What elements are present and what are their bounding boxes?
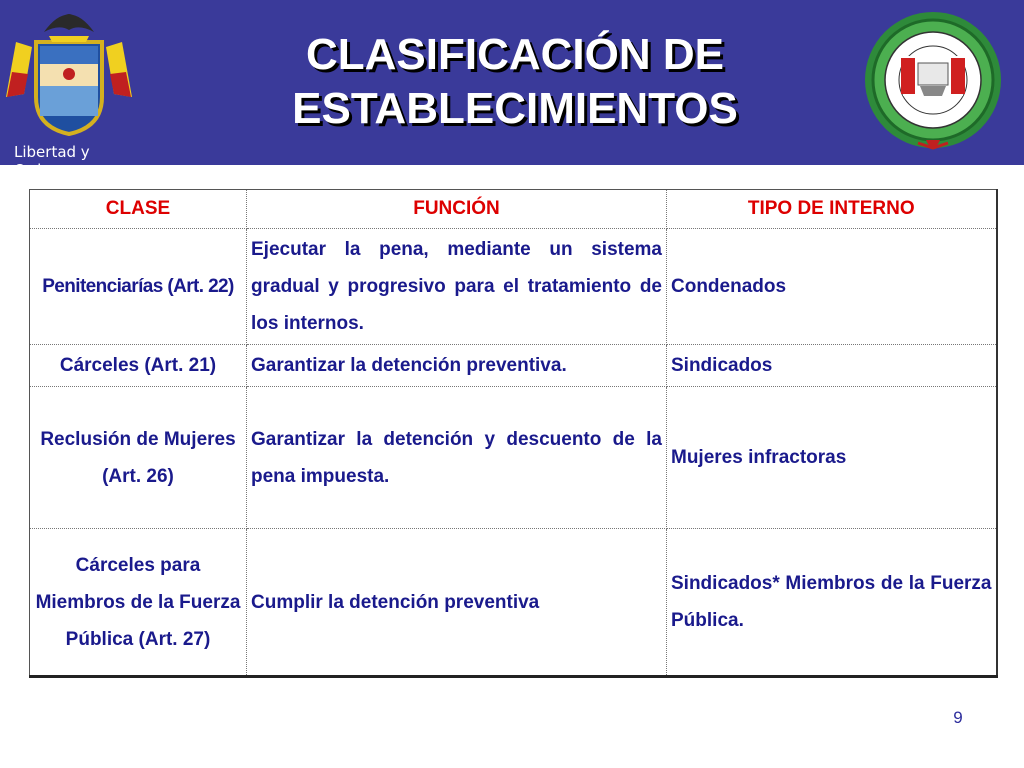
classification-table: [29, 189, 998, 678]
header-tipo-interno: TIPO DE INTERNO: [667, 190, 997, 229]
cell-clase-text: Reclusión de Mujeres (Art. 26): [40, 428, 236, 487]
cell-funcion: [247, 345, 667, 387]
cell-funcion-text: Garantizar la detención y descuento de la pena impuesta.: [251, 428, 662, 487]
cell-clase-text: Penitenciarías (Art. 22): [42, 276, 234, 297]
table-row: [30, 345, 997, 387]
cell-clase: [30, 345, 247, 387]
colombia-coat-of-arms: [4, 2, 134, 179]
cell-tipo-text: Sindicados* Miembros de la Fuerza Pública.: [671, 573, 992, 631]
cell-clase: [30, 229, 247, 345]
table-header-row: [30, 190, 997, 229]
cell-clase-text: Cárceles (Art. 21): [59, 355, 217, 376]
slide-header: [0, 0, 1024, 179]
cell-funcion: [247, 529, 667, 677]
table-row: [30, 229, 997, 345]
inpec-seal: [858, 8, 1008, 158]
title-line-1: CLASIFICACIÓN DE: [306, 30, 724, 79]
cell-tipo-text: Mujeres infractoras: [671, 447, 847, 468]
table-row: [30, 529, 997, 677]
cell-funcion-text: Ejecutar la pena, mediante un sistema gradual y progresivo para el tratamiento de los internos.: [251, 239, 662, 334]
cell-funcion-text: Garantizar la detención preventiva.: [251, 355, 567, 376]
cell-clase-text: Cárceles para Miembros de la Fuerza Pública (Art. 27): [35, 554, 241, 650]
cell-funcion-text: Cumplir la detención preventiva: [251, 591, 540, 613]
coat-of-arms-icon: [4, 2, 134, 142]
cell-tipo: [667, 345, 997, 387]
page-title: [170, 28, 860, 136]
cell-clase: [30, 529, 247, 677]
table-row: [30, 387, 997, 529]
cell-tipo: [667, 229, 997, 345]
inpec-seal-icon: [858, 8, 1008, 158]
shield-caption: Libertad y Orden: [14, 143, 90, 179]
cell-funcion: [247, 387, 667, 529]
cell-clase: [30, 387, 247, 529]
header-clase: CLASE: [30, 190, 247, 229]
cell-tipo: [667, 387, 997, 529]
header-funcion: FUNCIÓN: [247, 190, 667, 229]
cell-tipo-text: Condenados: [671, 276, 787, 297]
cell-funcion: [247, 229, 667, 345]
page-number: 9: [953, 708, 963, 727]
title-line-2: ESTABLECIMIENTOS: [292, 84, 738, 133]
cell-tipo: [667, 529, 997, 677]
cell-tipo-text: Sindicados: [671, 355, 773, 376]
